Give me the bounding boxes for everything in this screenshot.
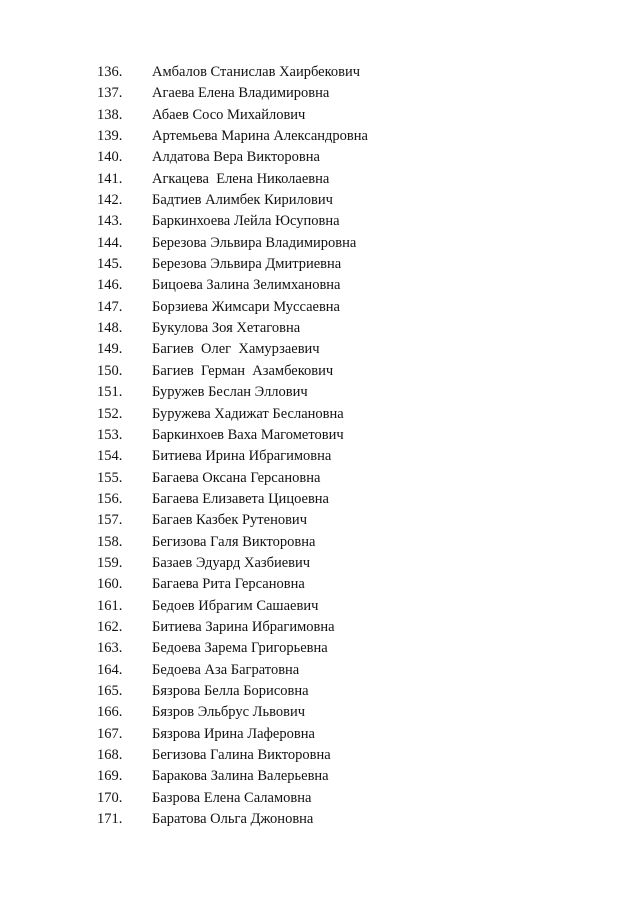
entry-number: 163. <box>97 640 123 657</box>
list-item <box>0 489 640 510</box>
list-item <box>0 553 640 574</box>
entry-number: 153. <box>97 426 123 443</box>
name-list <box>0 62 640 830</box>
entry-number: 151. <box>97 384 123 401</box>
entry-name: Агкацева Елена Николаевна <box>152 170 330 187</box>
entry-name: Бедоева Зарема Григорьевна <box>152 640 328 657</box>
list-item <box>0 510 640 531</box>
list-item <box>0 617 640 638</box>
list-item <box>0 788 640 809</box>
entry-name: Багаева Рита Герсановна <box>152 576 305 593</box>
entry-number: 148. <box>97 320 123 337</box>
entry-number: 156. <box>97 490 123 507</box>
entry-number: 158. <box>97 533 123 550</box>
list-item <box>0 382 640 403</box>
entry-name: Багаев Казбек Рутенович <box>152 512 307 529</box>
list-item <box>0 169 640 190</box>
entry-name: Бязрова Ирина Лаферовна <box>152 725 315 742</box>
entry-name: Бицоева Залина Зелимхановна <box>152 277 341 294</box>
entry-number: 145. <box>97 256 123 273</box>
entry-number: 165. <box>97 682 123 699</box>
list-item <box>0 766 640 787</box>
entry-name: Бегизова Галина Викторовна <box>152 747 331 763</box>
entry-name: Абаев Сосо Михайлович <box>152 106 306 123</box>
entry-number: 155. <box>97 469 123 486</box>
entry-number: 170. <box>97 789 123 806</box>
entry-number: 161. <box>97 597 123 614</box>
entry-number: 141. <box>97 170 123 187</box>
list-item <box>0 532 640 553</box>
list-item <box>0 745 640 766</box>
list-item <box>0 468 640 489</box>
list-item <box>0 702 640 723</box>
list-item <box>0 318 640 339</box>
entry-name: Агаева Елена Владимировна <box>152 85 330 102</box>
entry-name: Бедоева Аза Багратовна <box>152 661 300 678</box>
entry-name: Битиева Ирина Ибрагимовна <box>152 448 332 465</box>
entry-number: 149. <box>97 341 123 358</box>
entry-number: 142. <box>97 192 123 209</box>
entry-number: 137. <box>97 85 123 102</box>
list-item <box>0 361 640 382</box>
list-item <box>0 126 640 147</box>
entry-name: Баратова Ольга Джоновна <box>152 811 314 828</box>
entry-name: Багаева Оксана Герсановна <box>152 469 321 486</box>
entry-name: Битиева Зарина Ибрагимовна <box>152 618 335 635</box>
list-item <box>0 809 640 830</box>
list-item <box>0 596 640 617</box>
list-item <box>0 638 640 659</box>
entry-name: Артемьева Марина Александровна <box>152 128 368 145</box>
entry-name: Баркинхоев Ваха Магометович <box>152 426 344 443</box>
list-item <box>0 147 640 168</box>
entry-number: 147. <box>97 298 123 315</box>
entry-name: Бадтиев Алимбек Кирилович <box>152 192 333 209</box>
entry-number: 157. <box>97 512 123 529</box>
entry-number: 159. <box>97 554 123 571</box>
entry-number: 168. <box>97 747 123 763</box>
entry-name: Букулова Зоя Хетаговна <box>152 320 301 337</box>
entry-number: 140. <box>97 149 123 166</box>
entry-number: 146. <box>97 277 123 294</box>
entry-name: Буружев Беслан Эллович <box>152 384 308 401</box>
entry-number: 150. <box>97 362 123 379</box>
entry-name: Борзиева Жимсари Муссаевна <box>152 298 340 315</box>
entry-number: 138. <box>97 106 123 123</box>
entry-number: 169. <box>97 768 123 785</box>
entry-number: 144. <box>97 234 123 251</box>
entry-name: Березова Эльвира Дмитриевна <box>152 256 342 273</box>
entry-number: 160. <box>97 576 123 593</box>
list-item <box>0 190 640 211</box>
entry-name: Амбалов Станислав Хаирбекович <box>152 64 361 80</box>
list-item <box>0 724 640 745</box>
entry-number: 162. <box>97 618 123 635</box>
list-item <box>0 404 640 425</box>
list-item <box>0 83 640 104</box>
entry-number: 154. <box>97 448 123 465</box>
entry-number: 166. <box>97 704 123 721</box>
entry-number: 152. <box>97 405 123 422</box>
list-item <box>0 425 640 446</box>
entry-name: Базрова Елена Саламовна <box>152 789 312 806</box>
entry-name: Базаев Эдуард Хазбиевич <box>152 554 311 571</box>
list-item <box>0 62 640 83</box>
entry-name: Баракова Залина Валерьевна <box>152 768 329 785</box>
entry-number: 167. <box>97 725 123 742</box>
entry-number: 136. <box>97 64 123 80</box>
list-item <box>0 681 640 702</box>
list-item <box>0 233 640 254</box>
entry-name: Бедоев Ибрагим Сашаевич <box>152 597 319 614</box>
list-item <box>0 297 640 318</box>
entry-name: Буружева Хадижат Беслановна <box>152 405 344 422</box>
entry-number: 171. <box>97 811 123 828</box>
entry-name: Березова Эльвира Владимировна <box>152 234 357 251</box>
entry-name: Бязров Эльбрус Львович <box>152 704 306 721</box>
entry-name: Багаева Елизавета Цицоевна <box>152 490 329 507</box>
entry-name: Бегизова Галя Викторовна <box>152 533 316 550</box>
list-item <box>0 105 640 126</box>
entry-name: Бязрова Белла Борисовна <box>152 682 309 699</box>
list-item <box>0 275 640 296</box>
list-item <box>0 211 640 232</box>
entry-name: Алдатова Вера Викторовна <box>152 149 320 166</box>
list-item <box>0 339 640 360</box>
entry-number: 143. <box>97 213 123 230</box>
entry-number: 164. <box>97 661 123 678</box>
entry-name: Баркинхоева Лейла Юсуповна <box>152 213 340 230</box>
entry-name: Багиев Герман Азамбекович <box>152 362 334 379</box>
list-item <box>0 574 640 595</box>
list-item <box>0 254 640 275</box>
list-item <box>0 446 640 467</box>
entry-name: Багиев Олег Хамурзаевич <box>152 341 320 358</box>
entry-number: 139. <box>97 128 123 145</box>
list-item <box>0 660 640 681</box>
